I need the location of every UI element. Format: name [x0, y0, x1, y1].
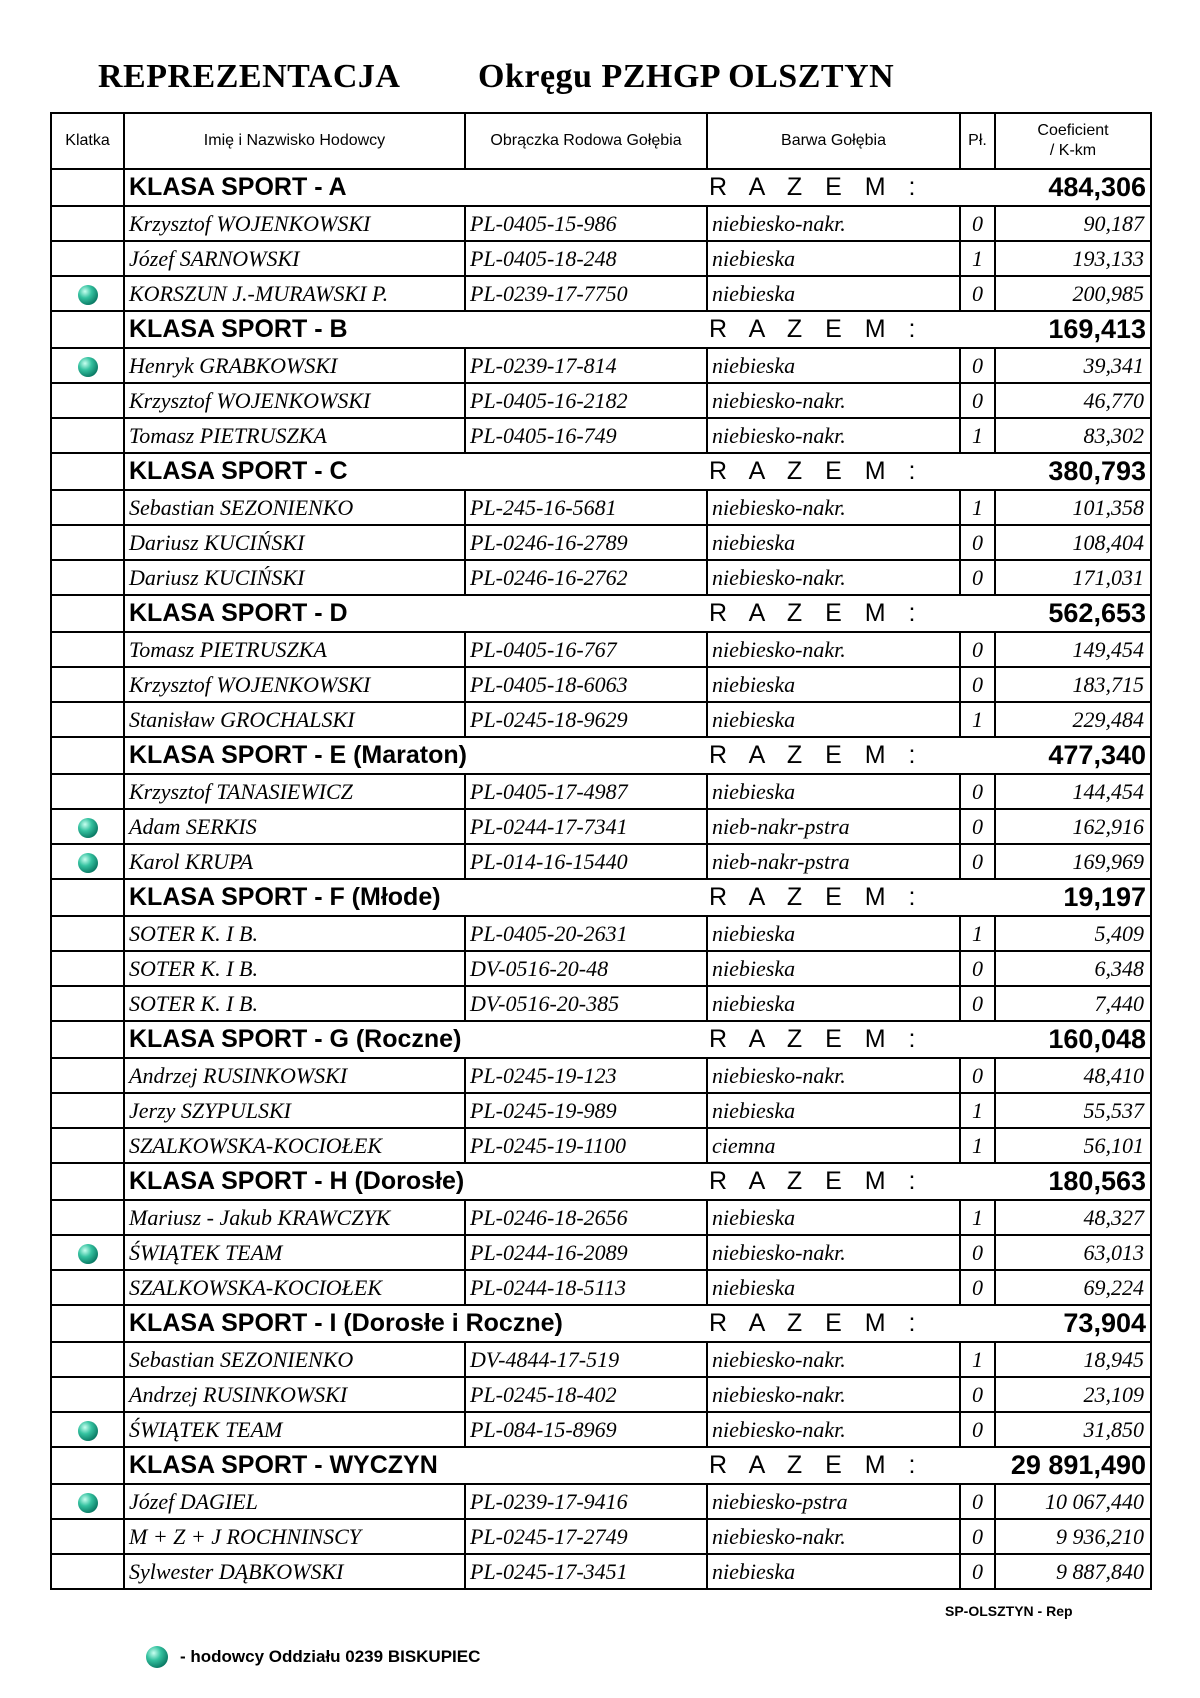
table-row: [51, 1342, 1151, 1377]
klatka-cell: [51, 951, 124, 986]
pigeon-sex: 0: [960, 1377, 995, 1412]
table-row: [51, 1412, 1151, 1447]
breeder-name: ŚWIĄTEK TEAM: [124, 1235, 465, 1270]
pigeon-sex: 1: [960, 1200, 995, 1235]
pigeon-color: niebieska: [707, 1200, 960, 1235]
class-total: 562,653: [995, 595, 1151, 632]
pigeon-sex: 1: [960, 702, 995, 737]
coefficient: 69,224: [995, 1270, 1151, 1305]
table-row: [51, 809, 1151, 844]
klatka-cell: [51, 1305, 124, 1342]
pigeon-color: niebiesko-nakr.: [707, 1058, 960, 1093]
table-row: [51, 986, 1151, 1021]
coefficient: 193,133: [995, 241, 1151, 276]
ring-number: PL-0245-17-2749: [465, 1519, 707, 1554]
ring-number: PL-0245-19-989: [465, 1093, 707, 1128]
pigeon-sex: 1: [960, 241, 995, 276]
pigeon-color: niebieska: [707, 1093, 960, 1128]
pigeon-color: niebiesko-nakr.: [707, 418, 960, 453]
ring-number: PL-0245-19-123: [465, 1058, 707, 1093]
breeder-name: Mariusz - Jakub KRAWCZYK: [124, 1200, 465, 1235]
breeder-name: Sebastian SEZONIENKO: [124, 1342, 465, 1377]
coefficient: 56,101: [995, 1128, 1151, 1163]
table-row: [51, 1235, 1151, 1270]
breeder-name: Krzysztof WOJENKOWSKI: [124, 667, 465, 702]
razem-label: R A Z E M :: [707, 1305, 995, 1342]
coefficient: 6,348: [995, 951, 1151, 986]
klatka-cell: [51, 383, 124, 418]
pigeon-sex: 1: [960, 490, 995, 525]
breeder-name: Krzysztof WOJENKOWSKI: [124, 206, 465, 241]
klatka-cell: [51, 1447, 124, 1484]
pigeon-sex: 0: [960, 1554, 995, 1589]
klatka-cell: [51, 1519, 124, 1554]
breeder-name: SOTER K. I B.: [124, 951, 465, 986]
pigeon-color: niebiesko-pstra: [707, 1484, 960, 1519]
class-total: 19,197: [995, 879, 1151, 916]
class-total: 380,793: [995, 453, 1151, 490]
klatka-cell: [51, 879, 124, 916]
pigeon-color: nieb-nakr-pstra: [707, 844, 960, 879]
page-title: [98, 58, 894, 96]
ring-number: PL-0405-18-6063: [465, 667, 707, 702]
razem-label: R A Z E M :: [707, 737, 995, 774]
pigeon-sex: 0: [960, 276, 995, 311]
klatka-cell: [51, 916, 124, 951]
ring-number: PL-0405-20-2631: [465, 916, 707, 951]
klatka-cell: [51, 774, 124, 809]
klatka-cell: [51, 241, 124, 276]
coefficient: 162,916: [995, 809, 1151, 844]
table-row: [51, 276, 1151, 311]
ring-number: PL-0245-18-9629: [465, 702, 707, 737]
coefficient: 171,031: [995, 560, 1151, 595]
class-total: 169,413: [995, 311, 1151, 348]
footer-code: SP-OLSZTYN - Rep: [945, 1603, 1073, 1619]
klatka-cell: [51, 1377, 124, 1412]
coefficient: 31,850: [995, 1412, 1151, 1447]
title-part1: REPREZENTACJA: [98, 58, 401, 95]
marker-ball-icon: [78, 1421, 98, 1441]
class-name: KLASA SPORT - D: [124, 595, 707, 632]
klatka-cell: [51, 737, 124, 774]
coefficient: 169,969: [995, 844, 1151, 879]
breeder-name: Karol KRUPA: [124, 844, 465, 879]
pigeon-sex: 0: [960, 667, 995, 702]
class-name: KLASA SPORT - E (Maraton): [124, 737, 707, 774]
pigeon-color: niebieska: [707, 916, 960, 951]
klatka-cell: [51, 348, 124, 383]
klatka-cell: [51, 986, 124, 1021]
class-header-row: [51, 737, 1151, 774]
pigeon-sex: 0: [960, 632, 995, 667]
pigeon-sex: 1: [960, 916, 995, 951]
table-row: [51, 383, 1151, 418]
pigeon-sex: 0: [960, 1270, 995, 1305]
breeder-name: Dariusz KUCIŃSKI: [124, 560, 465, 595]
coefficient: 55,537: [995, 1093, 1151, 1128]
ring-number: PL-0405-16-2182: [465, 383, 707, 418]
title-part2: Okręgu PZHGP OLSZTYN: [478, 58, 895, 95]
legend-text: - hodowcy Oddziału 0239 BISKUPIEC: [180, 1647, 481, 1666]
pigeon-sex: 0: [960, 1519, 995, 1554]
coefficient: 46,770: [995, 383, 1151, 418]
pigeon-color: niebieska: [707, 241, 960, 276]
pigeon-sex: 0: [960, 986, 995, 1021]
class-total: 160,048: [995, 1021, 1151, 1058]
marker-ball-icon: [78, 285, 98, 305]
breeder-name: Tomasz PIETRUSZKA: [124, 418, 465, 453]
class-header-row: [51, 311, 1151, 348]
pigeon-color: niebiesko-nakr.: [707, 1342, 960, 1377]
klatka-cell: [51, 1093, 124, 1128]
coefficient: 149,454: [995, 632, 1151, 667]
table-row: [51, 418, 1151, 453]
ring-number: PL-0246-18-2656: [465, 1200, 707, 1235]
klatka-cell: [51, 809, 124, 844]
class-name: KLASA SPORT - WYCZYN: [124, 1447, 707, 1484]
class-header-row: [51, 879, 1151, 916]
pigeon-color: niebiesko-nakr.: [707, 632, 960, 667]
marker-ball-icon: [78, 1493, 98, 1513]
table-row: [51, 844, 1151, 879]
pigeon-color: niebieska: [707, 774, 960, 809]
header-coef: [995, 113, 1151, 169]
ring-number: PL-245-16-5681: [465, 490, 707, 525]
klatka-cell: [51, 276, 124, 311]
pigeon-color: niebieska: [707, 702, 960, 737]
pigeon-sex: 0: [960, 951, 995, 986]
header-coef-line1: Coeficient: [1037, 122, 1109, 139]
ring-number: PL-0239-17-7750: [465, 276, 707, 311]
breeder-name: Jerzy SZYPULSKI: [124, 1093, 465, 1128]
class-header-row: [51, 169, 1151, 206]
class-total: 484,306: [995, 169, 1151, 206]
table-row: [51, 916, 1151, 951]
pigeon-sex: 0: [960, 844, 995, 879]
header-name: Imię i Nazwisko Hodowcy: [124, 113, 465, 169]
class-total: 29 891,490: [995, 1447, 1151, 1484]
table-row: [51, 1058, 1151, 1093]
pigeon-sex: 0: [960, 809, 995, 844]
breeder-name: KORSZUN J.-MURAWSKI P.: [124, 276, 465, 311]
pigeon-sex: 0: [960, 1484, 995, 1519]
breeder-name: Henryk GRABKOWSKI: [124, 348, 465, 383]
pigeon-color: niebieska: [707, 348, 960, 383]
klatka-cell: [51, 1484, 124, 1519]
pigeon-color: niebieska: [707, 986, 960, 1021]
marker-ball-icon: [78, 357, 98, 377]
breeder-name: SOTER K. I B.: [124, 986, 465, 1021]
pigeon-sex: 0: [960, 348, 995, 383]
coefficient: 5,409: [995, 916, 1151, 951]
pigeon-color: niebiesko-nakr.: [707, 560, 960, 595]
ring-number: PL-0239-17-9416: [465, 1484, 707, 1519]
coefficient: 229,484: [995, 702, 1151, 737]
pigeon-color: niebiesko-nakr.: [707, 383, 960, 418]
klatka-cell: [51, 206, 124, 241]
klatka-cell: [51, 1021, 124, 1058]
pigeon-sex: 1: [960, 1093, 995, 1128]
class-name: KLASA SPORT - C: [124, 453, 707, 490]
breeder-name: SZALKOWSKA-KOCIOŁEK: [124, 1128, 465, 1163]
header-ring: Obrączka Rodowa Gołębia: [465, 113, 707, 169]
header-klatka: Klatka: [51, 113, 124, 169]
coefficient: 144,454: [995, 774, 1151, 809]
ring-number: PL-0244-16-2089: [465, 1235, 707, 1270]
pigeon-color: niebieska: [707, 525, 960, 560]
klatka-cell: [51, 1200, 124, 1235]
table-row: [51, 1484, 1151, 1519]
table-row: [51, 951, 1151, 986]
marker-ball-icon: [78, 818, 98, 838]
class-name: KLASA SPORT - G (Roczne): [124, 1021, 707, 1058]
table-row: [51, 206, 1151, 241]
klatka-cell: [51, 418, 124, 453]
pigeon-sex: 0: [960, 383, 995, 418]
pigeon-color: niebiesko-nakr.: [707, 1235, 960, 1270]
ring-number: PL-0246-16-2762: [465, 560, 707, 595]
breeder-name: Andrzej RUSINKOWSKI: [124, 1058, 465, 1093]
breeder-name: Sebastian SEZONIENKO: [124, 490, 465, 525]
razem-label: R A Z E M :: [707, 1163, 995, 1200]
razem-label: R A Z E M :: [707, 1021, 995, 1058]
coefficient: 48,410: [995, 1058, 1151, 1093]
pigeon-sex: 0: [960, 774, 995, 809]
coefficient: 9 887,840: [995, 1554, 1151, 1589]
ring-number: PL-0405-16-749: [465, 418, 707, 453]
table-row: [51, 1554, 1151, 1589]
class-header-row: [51, 1163, 1151, 1200]
table-row: [51, 1377, 1151, 1412]
coefficient: 183,715: [995, 667, 1151, 702]
pigeon-color: niebieska: [707, 951, 960, 986]
pigeon-color: niebiesko-nakr.: [707, 206, 960, 241]
breeder-name: Tomasz PIETRUSZKA: [124, 632, 465, 667]
pigeon-sex: 1: [960, 1128, 995, 1163]
coefficient: 9 936,210: [995, 1519, 1151, 1554]
ring-number: PL-0405-17-4987: [465, 774, 707, 809]
pigeon-sex: 0: [960, 1235, 995, 1270]
coefficient: 23,109: [995, 1377, 1151, 1412]
ring-number: PL-0245-18-402: [465, 1377, 707, 1412]
table-row: [51, 774, 1151, 809]
ring-number: PL-0244-17-7341: [465, 809, 707, 844]
table-row: [51, 348, 1151, 383]
class-total: 73,904: [995, 1305, 1151, 1342]
breeder-name: Krzysztof TANASIEWICZ: [124, 774, 465, 809]
coefficient: 200,985: [995, 276, 1151, 311]
klatka-cell: [51, 525, 124, 560]
klatka-cell: [51, 844, 124, 879]
coefficient: 108,404: [995, 525, 1151, 560]
class-header-row: [51, 1447, 1151, 1484]
ring-number: PL-0245-19-1100: [465, 1128, 707, 1163]
class-total: 477,340: [995, 737, 1151, 774]
pigeon-color: niebieska: [707, 1270, 960, 1305]
marker-ball-icon: [78, 1244, 98, 1264]
class-header-row: [51, 453, 1151, 490]
klatka-cell: [51, 453, 124, 490]
ring-number: PL-0405-18-248: [465, 241, 707, 276]
table-row: [51, 525, 1151, 560]
klatka-cell: [51, 1554, 124, 1589]
class-header-row: [51, 1305, 1151, 1342]
pigeon-color: niebiesko-nakr.: [707, 490, 960, 525]
ring-number: PL-0405-16-767: [465, 632, 707, 667]
coefficient: 101,358: [995, 490, 1151, 525]
header-pl: Pł.: [960, 113, 995, 169]
table-row: [51, 632, 1151, 667]
breeder-name: ŚWIĄTEK TEAM: [124, 1412, 465, 1447]
pigeon-sex: 1: [960, 1342, 995, 1377]
breeder-name: Sylwester DĄBKOWSKI: [124, 1554, 465, 1589]
table-row: [51, 1200, 1151, 1235]
razem-label: R A Z E M :: [707, 453, 995, 490]
marker-ball-icon: [146, 1646, 168, 1668]
table-row: [51, 702, 1151, 737]
klatka-cell: [51, 560, 124, 595]
klatka-cell: [51, 311, 124, 348]
klatka-cell: [51, 632, 124, 667]
razem-label: R A Z E M :: [707, 311, 995, 348]
breeder-name: Krzysztof WOJENKOWSKI: [124, 383, 465, 418]
table-row: [51, 1128, 1151, 1163]
pigeon-sex: 0: [960, 206, 995, 241]
pigeon-sex: 1: [960, 418, 995, 453]
class-total: 180,563: [995, 1163, 1151, 1200]
klatka-cell: [51, 667, 124, 702]
klatka-cell: [51, 702, 124, 737]
table-row: [51, 1093, 1151, 1128]
klatka-cell: [51, 1235, 124, 1270]
coefficient: 90,187: [995, 206, 1151, 241]
breeder-name: Stanisław GROCHALSKI: [124, 702, 465, 737]
klatka-cell: [51, 1058, 124, 1093]
pigeon-color: niebieska: [707, 667, 960, 702]
pigeon-sex: 0: [960, 1058, 995, 1093]
representation-table: [50, 112, 1152, 1590]
class-name: KLASA SPORT - H (Dorosłe): [124, 1163, 707, 1200]
ring-number: PL-0246-16-2789: [465, 525, 707, 560]
breeder-name: Józef SARNOWSKI: [124, 241, 465, 276]
table-row: [51, 1519, 1151, 1554]
breeder-name: M + Z + J ROCHNINSCY: [124, 1519, 465, 1554]
ring-number: DV-0516-20-385: [465, 986, 707, 1021]
pigeon-color: niebiesko-nakr.: [707, 1519, 960, 1554]
class-name: KLASA SPORT - B: [124, 311, 707, 348]
klatka-cell: [51, 490, 124, 525]
ring-number: DV-0516-20-48: [465, 951, 707, 986]
breeder-name: Adam SERKIS: [124, 809, 465, 844]
klatka-cell: [51, 1342, 124, 1377]
class-header-row: [51, 595, 1151, 632]
razem-label: R A Z E M :: [707, 595, 995, 632]
coefficient: 39,341: [995, 348, 1151, 383]
ring-number: PL-0405-15-986: [465, 206, 707, 241]
class-header-row: [51, 1021, 1151, 1058]
ring-number: DV-4844-17-519: [465, 1342, 707, 1377]
razem-label: R A Z E M :: [707, 879, 995, 916]
coefficient: 83,302: [995, 418, 1151, 453]
pigeon-color: niebieska: [707, 276, 960, 311]
ring-number: PL-0239-17-814: [465, 348, 707, 383]
razem-label: R A Z E M :: [707, 1447, 995, 1484]
breeder-name: Dariusz KUCIŃSKI: [124, 525, 465, 560]
breeder-name: SZALKOWSKA-KOCIOŁEK: [124, 1270, 465, 1305]
pigeon-color: nieb-nakr-pstra: [707, 809, 960, 844]
table-row: [51, 1270, 1151, 1305]
ring-number: PL-0245-17-3451: [465, 1554, 707, 1589]
pigeon-color: niebiesko-nakr.: [707, 1412, 960, 1447]
pigeon-sex: 0: [960, 525, 995, 560]
coefficient: 18,945: [995, 1342, 1151, 1377]
pigeon-color: ciemna: [707, 1128, 960, 1163]
table-body: [51, 169, 1151, 1589]
class-name: KLASA SPORT - I (Dorosłe i Roczne): [124, 1305, 707, 1342]
coefficient: 63,013: [995, 1235, 1151, 1270]
coefficient: 7,440: [995, 986, 1151, 1021]
pigeon-sex: 0: [960, 1412, 995, 1447]
pigeon-color: niebieska: [707, 1554, 960, 1589]
table-row: [51, 241, 1151, 276]
razem-label: R A Z E M :: [707, 169, 995, 206]
header-color: Barwa Gołębia: [707, 113, 960, 169]
class-name: KLASA SPORT - F (Młode): [124, 879, 707, 916]
klatka-cell: [51, 1128, 124, 1163]
ring-number: PL-0244-18-5113: [465, 1270, 707, 1305]
ring-number: PL-084-15-8969: [465, 1412, 707, 1447]
klatka-cell: [51, 169, 124, 206]
table-row: [51, 490, 1151, 525]
breeder-name: Józef DAGIEL: [124, 1484, 465, 1519]
table-header-row: [51, 113, 1151, 169]
ring-number: PL-014-16-15440: [465, 844, 707, 879]
class-name: KLASA SPORT - A: [124, 169, 707, 206]
table-row: [51, 667, 1151, 702]
klatka-cell: [51, 1163, 124, 1200]
header-coef-line2: / K-km: [1049, 142, 1097, 159]
coefficient: 48,327: [995, 1200, 1151, 1235]
pigeon-sex: 0: [960, 560, 995, 595]
table-row: [51, 560, 1151, 595]
klatka-cell: [51, 1412, 124, 1447]
breeder-name: SOTER K. I B.: [124, 916, 465, 951]
klatka-cell: [51, 595, 124, 632]
coefficient: 10 067,440: [995, 1484, 1151, 1519]
klatka-cell: [51, 1270, 124, 1305]
pigeon-color: niebiesko-nakr.: [707, 1377, 960, 1412]
marker-ball-icon: [78, 853, 98, 873]
breeder-name: Andrzej RUSINKOWSKI: [124, 1377, 465, 1412]
legend: [146, 1646, 480, 1668]
